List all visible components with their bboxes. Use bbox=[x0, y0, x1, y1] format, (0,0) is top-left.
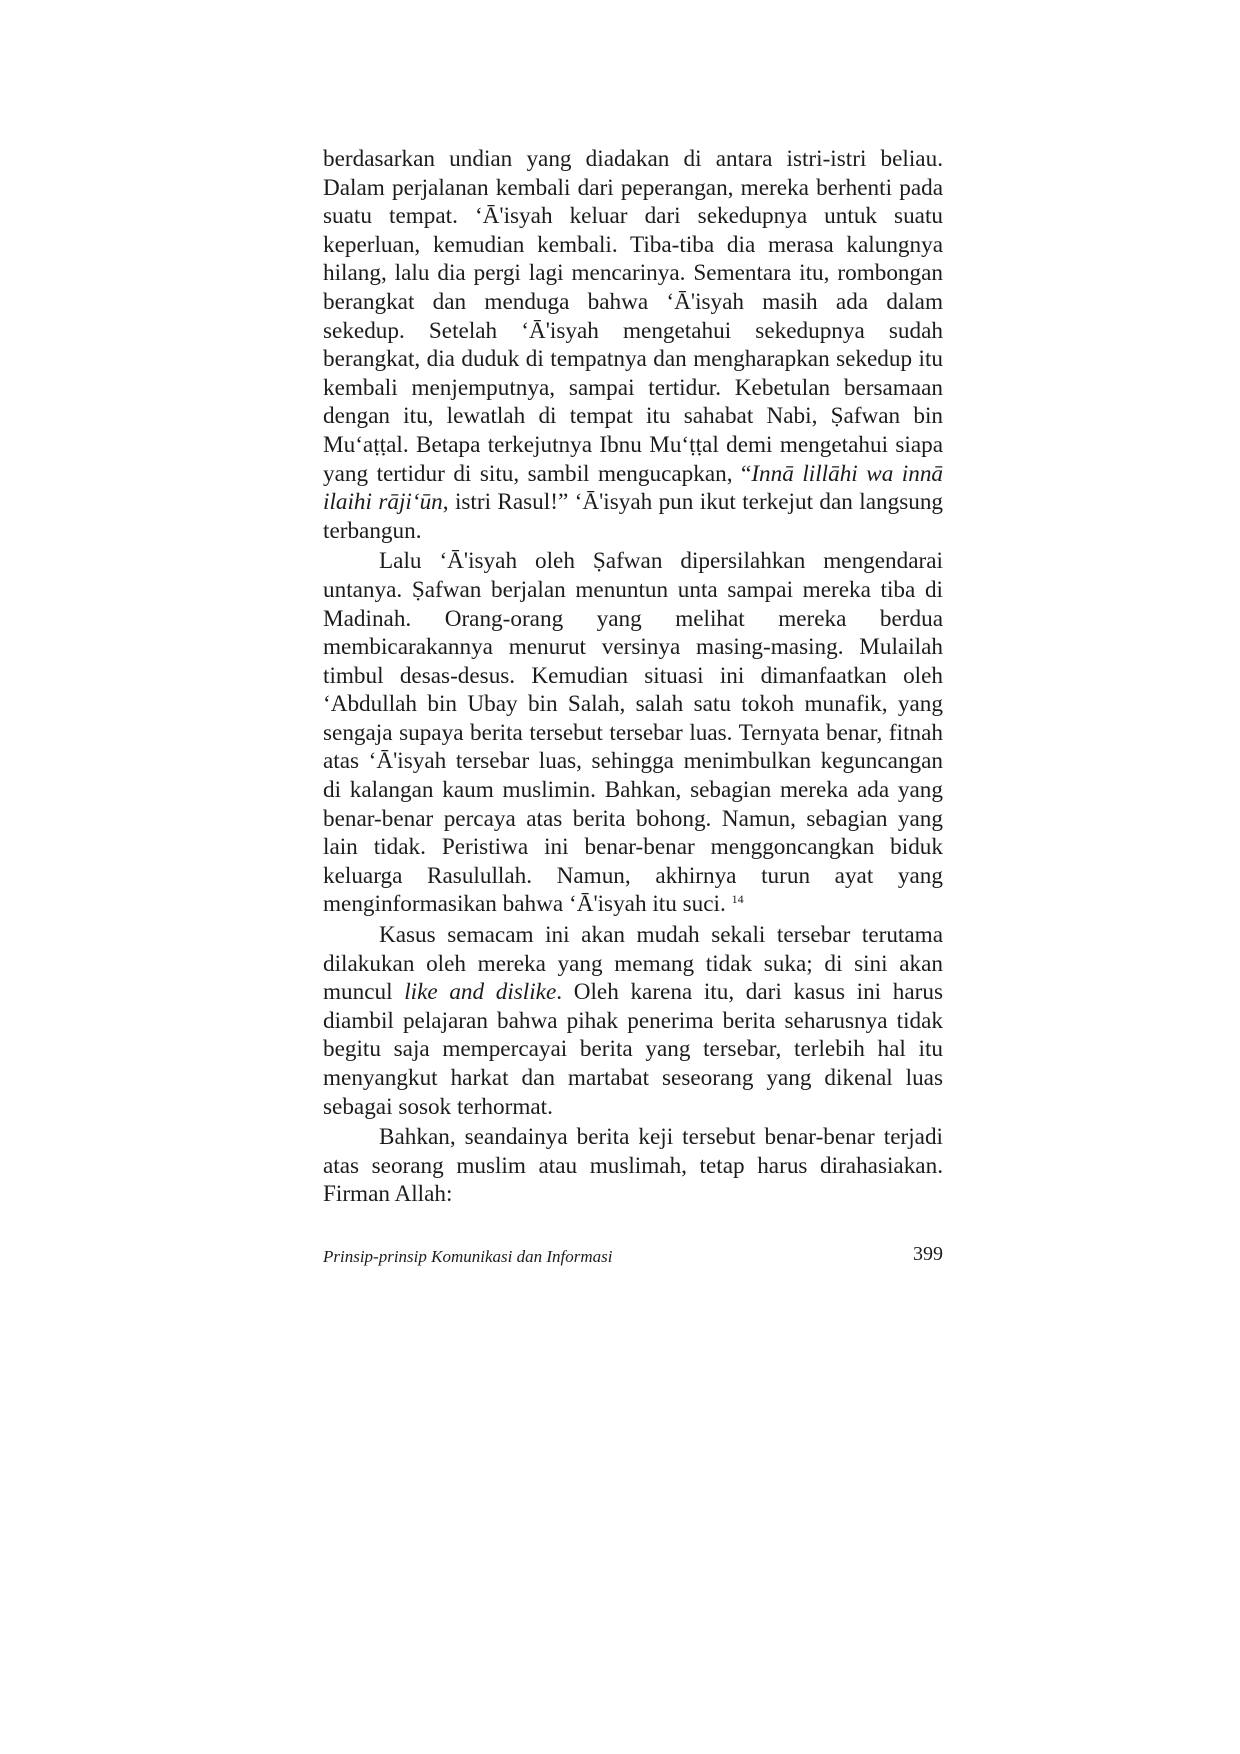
text-run: . Oleh karena itu, dari kasus ini harus diambil pelajaran bahwa pihak penerima berita seharusnya tidak begitu saja mempercayai berita yang tersebar, terlebih hal itu menyangkut harkat dan martabat seseorang yang dikenal luas sebagai sosok terhormat. bbox=[323, 979, 943, 1120]
footnote-reference[interactable]: 14 bbox=[731, 892, 744, 907]
text-run: Bahkan, seandainya berita keji tersebut benar-benar terjadi atas seorang muslim atau muslimah, tetap harus dirahasiakan. Firman Allah: bbox=[323, 1124, 943, 1208]
text-run: Kasus semacam ini akan mudah sekali tersebar terutama dilakukan oleh mereka yang memang tidak suka; di sini akan muncul bbox=[323, 922, 943, 1006]
text-run: berdasarkan undian yang diadakan di antara istri-istri beliau. Dalam perjalanan kembali dari peperangan, mereka berhenti pada suatu tempat. ‘Ā'isyah keluar dari sekedupnya untuk suatu keperluan, kemudian kembali. Tiba-tiba dia merasa kalungnya hilang, lalu dia pergi lagi mencarinya. Sementara itu, rombongan berangkat dan menduga bahwa ‘Ā'isyah masih ada dalam sekedup. Setelah ‘Ā'isyah mengetahui sekedupnya sudah berangkat, dia duduk di tempatnya dan mengharapkan sekedup itu kembali menjemputnya, sampai tertidur. Kebetulan bersamaan dengan itu, lewatlah di tempat itu sahabat Nabi, Ṣafwan bin Mu‘aṭṭal. Betapa terkejutnya Ibnu Mu‘ṭṭal demi mengetahui siapa yang tertidur di situ, sambil mengucapkan, “ bbox=[323, 146, 943, 487]
italic-phrase: like and dislike bbox=[404, 979, 557, 1006]
paragraph bbox=[323, 921, 943, 1121]
body-text bbox=[323, 145, 943, 1209]
paragraph bbox=[323, 547, 943, 919]
running-title: Prinsip-prinsip Komunikasi dan Informasi bbox=[323, 1247, 613, 1266]
paragraph bbox=[323, 1123, 943, 1209]
page-number: 399 bbox=[913, 1243, 943, 1265]
paragraph bbox=[323, 145, 943, 545]
text-run: , istri Rasul!” ‘Ā'isyah pun ikut terkejut dan langsung terbangun. bbox=[323, 489, 944, 544]
italic-phrase: Innā lillāhi wa innā ilaihi rāji‘ūn bbox=[323, 460, 944, 516]
text-run: Lalu ‘Ā'isyah oleh Ṣafwan dipersilahkan mengendarai untanya. Ṣafwan berjalan menuntun unta sampai mereka tiba di Madinah. Orang-orang yang melihat mereka berdua membicarakannya menurut versinya masing-masing. Mulailah timbul desas-desus. Kemudian situasi ini dimanfaatkan oleh ‘Abdullah bin Ubay bin Salah, salah satu tokoh munafik, yang sengaja supaya berita tersebut tersebar luas. Ternyata benar, fitnah atas ‘Ā'isyah tersebar luas, sehingga menimbulkan keguncangan di kalangan kaum muslimin. Bahkan, sebagian mereka ada yang benar-benar percaya atas berita bohong. Namun, sebagian yang lain tidak. Peristiwa ini benar-benar menggoncangkan biduk keluarga Rasulullah. Namun, akhirnya turun ayat yang menginformasikan bahwa ‘Ā'isyah itu suci. bbox=[323, 548, 943, 918]
